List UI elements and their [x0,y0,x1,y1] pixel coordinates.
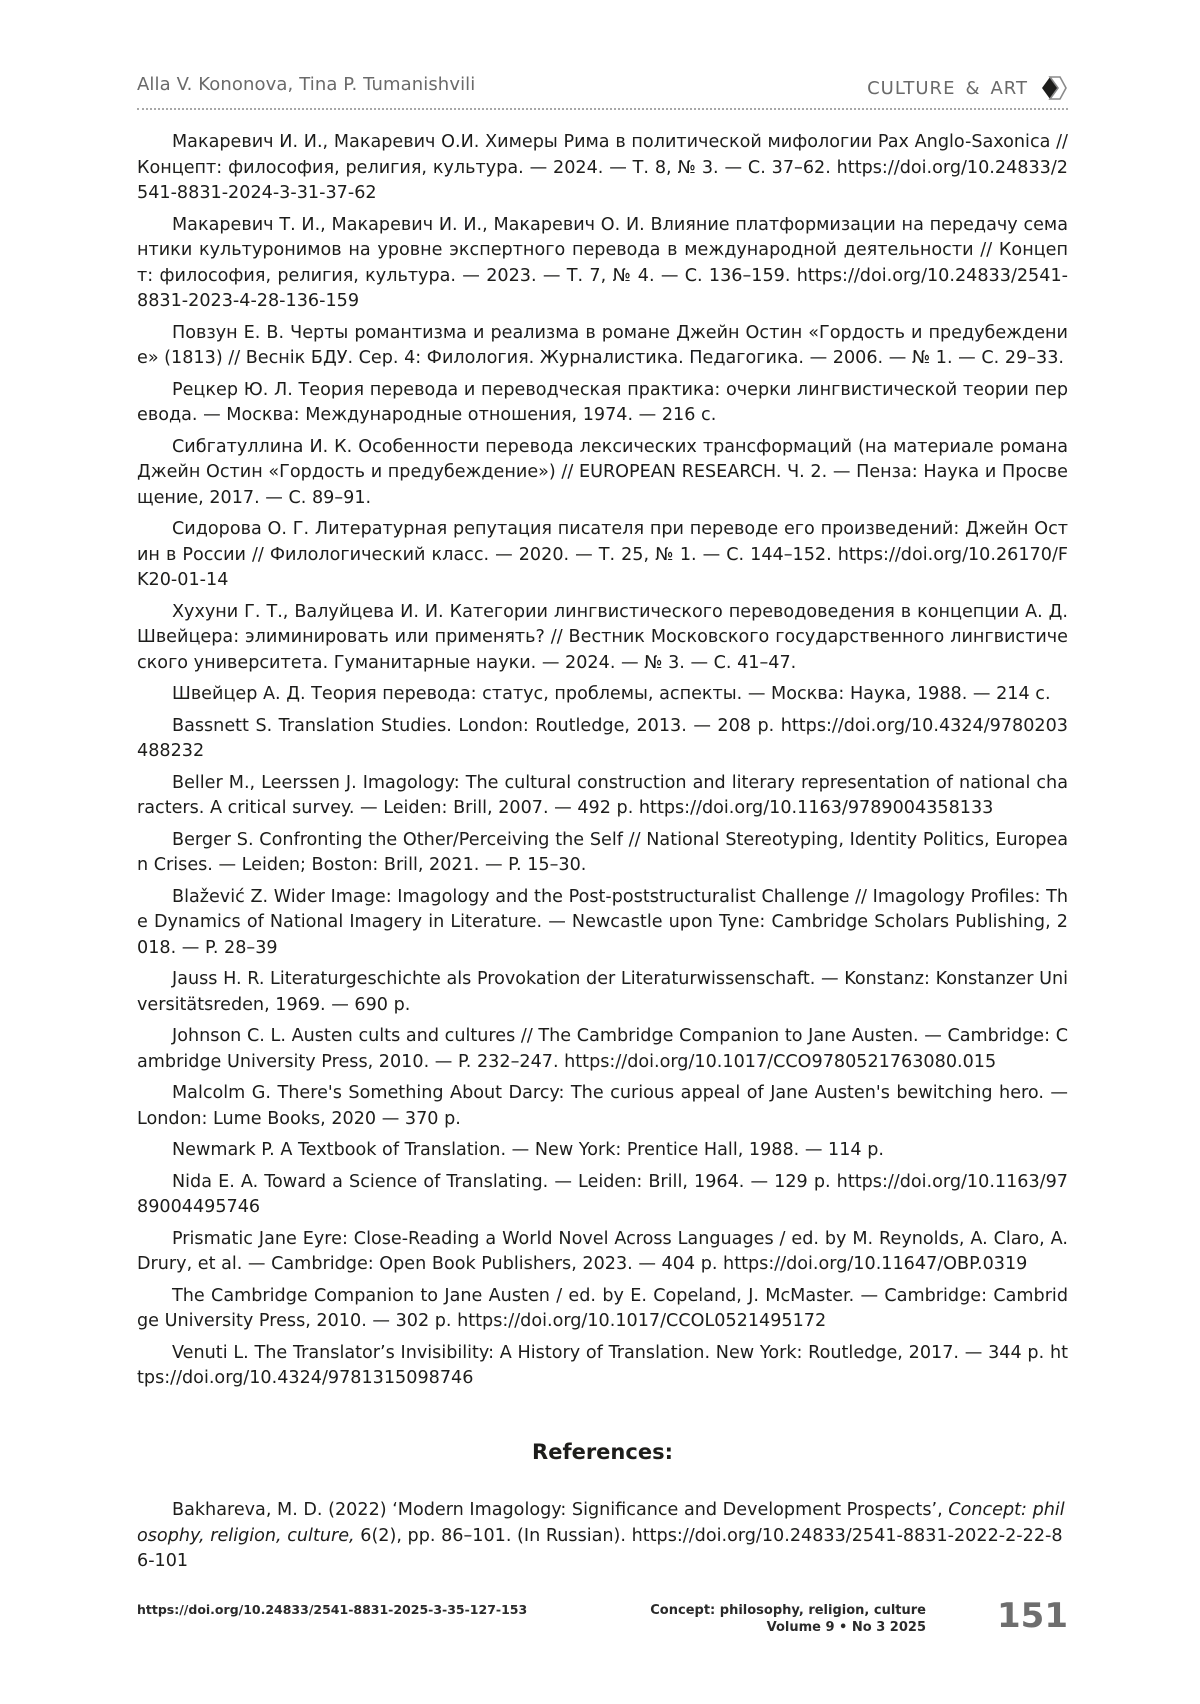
bibliography-entry: The Cambridge Companion to Jane Austen / ed. by E. Copeland, J. McMaster. — Cambridge: Cambridge University Press, 2010. — 302 p. https://doi.org/10.1017/CCOL0521495172 [137,1285,1068,1331]
bibliography-entry: Nida E. A. Toward a Science of Translating. — Leiden: Brill, 1964. — 129 p. https://doi.org/10.1163/9789004495746 [137,1171,1068,1217]
bibliography-list [137,130,1068,1398]
header-journal-word1: CULTURE [867,77,956,99]
running-head [137,74,1068,110]
bibliography-entry: Повзун Е. В. Черты романтизма и реализма в романе Джейн Остин «Гордость и предубеждение» (1813) // Веснік БДУ. Сер. 4: Филология. Журналистика. Педагогика. — 2006. — № 1. — С. 29–33. [137,322,1068,368]
journal-logo-icon [1036,74,1068,102]
references-entry-journal: Concept: philosophy, religion, culture, [137,1500,1065,1546]
bibliography-entry: Хухуни Г. Т., Валуйцева И. И. Категории лингвистического переводоведения в концепции А. Д. Швейцера: элиминировать или применять? // Вестник Московского государственного лингвистического университета. Гуманитарные науки. — 2024. — № 3. — С. 41–47. [137,601,1068,673]
footer-issue: Volume 9 • No 3 2025 [766,1620,926,1635]
page-footer [137,1596,1068,1650]
bibliography-entry: Jauss H. R. Literaturgeschichte als Provokation der Literaturwissenschaft. — Konstanz: Konstanzer Universitätsreden, 1969. — 690 p. [137,969,1068,1015]
bibliography-entry: Макаревич И. И., Макаревич О.И. Химеры Рима в политической мифологии Pax Anglo-Saxonica // Концепт: философия, религия, культура. — 2024. — Т. 8, № 3. — С. 37–62. https://doi.org/10.24833/2541-8831-2024-3-31-37-62 [137,132,1068,203]
bibliography-entry: Bassnett S. Translation Studies. London: Routledge, 2013. — 208 p. https://doi.org/10.4324/9780203488232 [137,715,1068,761]
header-journal-amp: & [965,77,981,99]
bibliography-entry: Prismatic Jane Eyre: Close-Reading a World Novel Across Languages / ed. by M. Reynolds, A. Claro, A. Drury, et al. — Cambridge: Open Book Publishers, 2023. — 404 p. https://doi.org/10.11647/OBP.0319 [137,1228,1068,1274]
bibliography-entry: Сибгатуллина И. К. Особенности перевода лексических трансформаций (на материале романа Джейн Остин «Гордость и предубеждение») // EUROPEAN RESEARCH. Ч. 2. — Пенза: Наука и Просвещение, 2017. — С. 89–91. [137,436,1068,508]
references-entry [137,1498,1068,1575]
bibliography-entry: Швейцер А. Д. Теория перевода: статус, проблемы, аспекты. — Москва: Наука, 1988. — 214 с. [172,684,1051,704]
header-authors: Alla V. Kononova, Tina P. Tumanishvili [137,74,476,95]
footer-doi: https://doi.org/10.24833/2541-8831-2025-3-35-127-153 [137,1602,528,1617]
bibliography-entry: Malcolm G. There's Something About Darcy: The curious appeal of Jane Austen's bewitching hero. — London: Lume Books, 2020 — 370 p. [137,1083,1068,1129]
page-number: 151 [997,1596,1068,1636]
header-journal-name [867,74,1068,102]
footer-journal-title: Concept: philosophy, religion, culture [650,1603,926,1618]
bibliography-entry: Макаревич Т. И., Макаревич И. И., Макаревич О. И. Влияние платформизации на передачу семантики культуронимов на уровне экспертного перевода в международной деятельности // Концепт: философия, религия, культура. — 2023. — Т. 7, № 4. — С. 136–159. https://doi.org/10.24833/2541-8831-2023-4-28-136-159 [137,214,1068,311]
bibliography-entry: Blažević Z. Wider Image: Imagology and the Post-poststructuralist Challenge // Imagology Profiles: The Dynamics of National Imagery in Literature. — Newcastle upon Tyne: Cambridge Scholars Publishing, 2018. — P. 28–39 [137,886,1068,958]
bibliography-entry: Рецкер Ю. Л. Теория перевода и переводческая практика: очерки лингвистической теории перевода. — Москва: Международные отношения, 1974. — 216 с. [137,379,1068,425]
references-entry-before: Bakhareva, M. D. (2022) ‘Modern Imagology: Significance and Development Prospects’, [172,1500,949,1520]
bibliography-entry: Newmark P. A Textbook of Translation. — New York: Prentice Hall, 1988. — 114 p. [172,1140,884,1160]
bibliography-entry: Venuti L. The Translator’s Invisibility: A History of Translation. New York: Routledge, 2017. — 344 p. https://doi.org/10.4324/9781315098746 [137,1342,1068,1388]
bibliography-entry: Johnson C. L. Austen cults and cultures // The Cambridge Companion to Jane Austen. — Cambridge: Cambridge University Press, 2010. — P. 232–247. https://doi.org/10.1017/CCO9780521763080.015 [137,1026,1068,1072]
header-journal-word2: ART [990,77,1028,99]
references-entry-after: 6(2), pp. 86–101. (In Russian). https://doi.org/10.24833/2541-8831-2022-2-22-86-101 [137,1525,1063,1571]
bibliography-entry: Сидорова О. Г. Литературная репутация писателя при переводе его произведений: Джейн Остин в России // Филологический класс. — 2020. — Т. 25, № 1. — С. 144–152. https://doi.org/10.26170/FK20-01-14 [137,519,1068,590]
references-list [137,1498,1068,1581]
bibliography-entry: Beller M., Leerssen J. Imagology: The cultural construction and literary representation of national characters. A critical survey. — Leiden: Brill, 2007. — 492 p. https://doi.org/10.1163/9789004358133 [137,772,1068,818]
references-heading: References: [532,1440,673,1464]
bibliography-entry: Berger S. Confronting the Other/Perceiving the Self // National Stereotyping, Identity Politics, European Crises. — Leiden; Boston: Brill, 2021. — P. 15–30. [137,829,1068,875]
footer-journal [650,1602,926,1636]
